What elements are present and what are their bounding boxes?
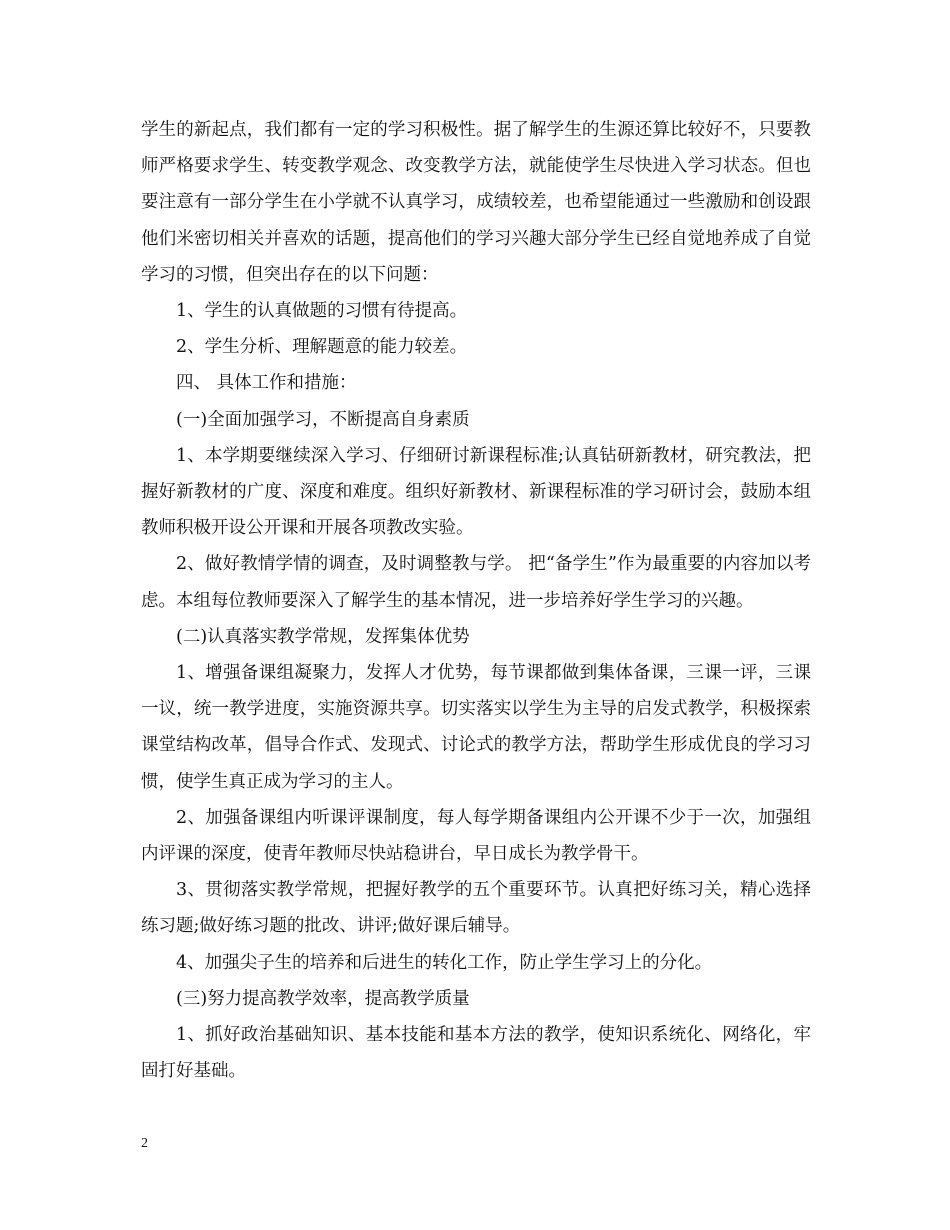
paragraph-problem-2: 2、学生分析、理解题意的能力较差。 bbox=[176, 337, 468, 358]
page-number: 2 bbox=[141, 1136, 148, 1151]
subsection-heading-1: (一)全面加强学习，不断提高自身素质 bbox=[176, 409, 470, 430]
paragraph-problem-1: 1、学生的认真做题的习惯有待提高。 bbox=[176, 301, 468, 322]
section-heading-4: 四、 具体工作和措施： bbox=[176, 373, 357, 394]
paragraph-item-2-3: 3、贯彻落实教学常规，把握好教学的五个重要环节。认真把好练习关，精心选择练习题;做好练习题的批改、讲评;做好课后辅导。 bbox=[141, 880, 811, 937]
paragraph-item-1-2: 2、做好教情学情的调查，及时调整教与学。 把“备学生”作为最重要的内容加以考虑。本组每位教师要深入了解学生的基本情况，进一步培养好学生学习的兴趣。 bbox=[141, 554, 811, 611]
paragraph-item-2-4: 4、加强尖子生的培养和后进生的转化工作，防止学生学习上的分化。 bbox=[176, 952, 713, 973]
paragraph-item-3-1: 1、抓好政治基础知识、基本技能和基本方法的教学，使知识系统化、网络化，牢固打好基础。 bbox=[141, 1025, 811, 1082]
subsection-heading-3: (三)努力提高教学效率，提高教学质量 bbox=[176, 988, 470, 1009]
paragraph-item-2-2: 2、加强备课组内听课评课制度，每人每学期备课组内公开课不少于一次，加强组内评课的深度，使青年教师尽快站稳讲台，早日成长为教学骨干。 bbox=[141, 807, 811, 865]
page-body bbox=[141, 112, 811, 1089]
paragraph-intro: 学生的新起点，我们都有一定的学习积极性。据了解学生的生源还算比较好不，只要教师严格要求学生、转变教学观念、改变教学方法，就能使学生尽快进入学习状态。但也要注意有一部分学生在小学就不认真学习，成绩较差，也希望能通过一些激励和创设跟他们米密切相关并喜欢的话题，提高他们的学习兴趣大部分学生已经自觉地养成了自觉学习的习惯，但突出存在的以下问题： bbox=[141, 120, 811, 285]
paragraph-item-1-1: 1、本学期要继续深入学习、仔细研讨新课程标准;认真钻研新教材，研究教法，把握好新教材的广度、深度和难度。组织好新教材、新课程标准的学习研讨会，鼓励本组教师积极开设公开课和开展各项教改实验。 bbox=[141, 445, 811, 539]
paragraph-item-2-1: 1、增强备课组凝聚力，发挥人才优势，每节课都做到集体备课，三课一评，三课一议，统一教学进度，实施资源共享。切实落实以学生为主导的启发式教学，积极探索课堂结构改革，倡导合作式、发现式、讨论式的教学方法，帮助学生形成优良的学习习惯，使学生真正成为学习的主人。 bbox=[141, 663, 811, 792]
subsection-heading-2: (二)认真落实教学常规，发挥集体优势 bbox=[176, 626, 470, 647]
